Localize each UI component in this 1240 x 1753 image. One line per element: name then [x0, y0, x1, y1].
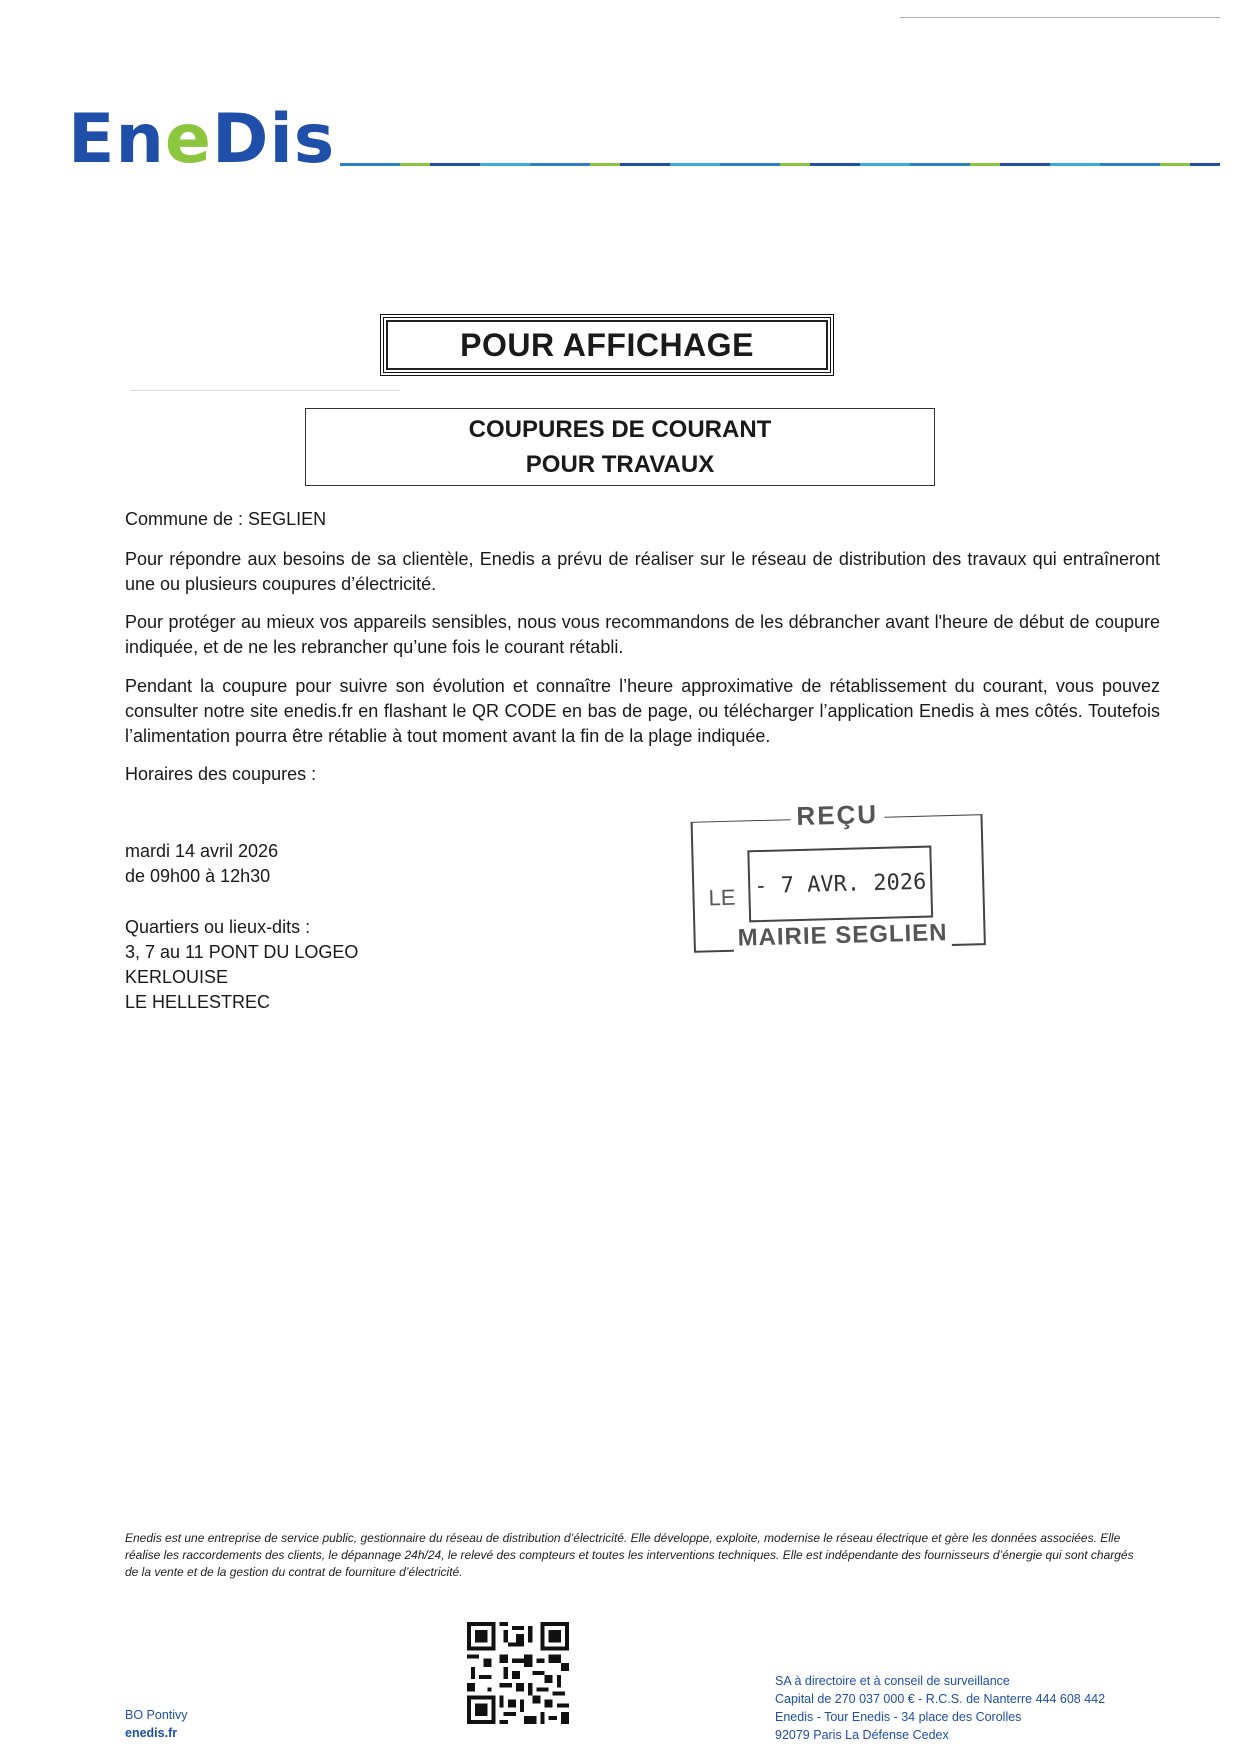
schedule-heading: Horaires des coupures : — [125, 764, 317, 784]
paragraph-2: Pour protéger au mieux vos appareils sensibles, nous vous recommandons de les débrancher avant l'heure de début de coupure indiquée, et de ne les rebrancher qu’une fois le courant rétabli. — [125, 612, 1160, 657]
logo-prefix: En — [68, 100, 165, 179]
faint-rule — [130, 390, 400, 391]
stamp-le: LE — [708, 884, 736, 911]
pour-affichage-label: POUR AFFICHAGE — [460, 326, 754, 363]
company-line: Enedis - Tour Enedis - 34 place des Corolles — [775, 1710, 1022, 1724]
website-link[interactable]: enedis.fr — [125, 1726, 178, 1740]
title-line-1: COUPURES DE COURANT — [468, 416, 772, 443]
stamp-date: - 7 AVR. 2026 — [753, 869, 927, 899]
outage-date: mardi 14 avril 2026 — [125, 841, 279, 861]
title-line-2: POUR TRAVAUX — [525, 451, 715, 478]
paragraph-1: Pour répondre aux besoins de sa clientèle, Enedis a prévu de réaliser sur le réseau de distribution des travaux qui entraîneront une ou plusieurs coupures d’électricité. — [125, 549, 1160, 594]
commune: Commune de : SEGLIEN — [125, 509, 327, 529]
places-heading: Quartiers ou lieux-dits : — [125, 917, 311, 937]
place-item: LE HELLESTREC — [125, 992, 271, 1012]
footer-left — [125, 1706, 188, 1742]
office-name: BO Pontivy — [125, 1708, 188, 1722]
company-line: 92079 Paris La Défense Cedex — [775, 1728, 949, 1742]
pour-affichage-box — [380, 314, 834, 376]
company-line: SA à directoire et à conseil de surveillance — [775, 1674, 1010, 1688]
stamp-mairie: MAIRIE SEGLIEN — [733, 919, 952, 953]
qr-code[interactable] — [467, 1622, 569, 1724]
reception-stamp — [690, 796, 984, 954]
logo-mid: e — [164, 100, 212, 179]
outage-time: de 09h00 à 12h30 — [125, 866, 271, 886]
top-rule — [900, 17, 1220, 18]
coupures-title-box — [305, 408, 935, 486]
paragraph-3: Pendant la coupure pour suivre son évolution et connaître l’heure approximative de rétablissement du courant, vous pouvez consulter notre site enedis.fr en flashant le QR CODE en bas de page, ou télécharger l’application Enedis à mes côtés. Toutefois l’alimentation pourra être rétablie à tout moment avant la fin de la plage indiquée. — [125, 676, 1160, 746]
enedis-logo — [68, 100, 336, 179]
header-line — [340, 163, 1220, 166]
place-item: KERLOUISE — [125, 967, 229, 987]
stamp-recu: REÇU — [790, 799, 884, 832]
footer-disclaimer: Enedis est une entreprise de service public, gestionnaire du réseau de distribution d’électricité. Elle développe, exploite, modernise le réseau électrique et gère les données associées. Elle réalise les raccordements des clients, le dépannage 24h/24, le relevé des compteurs et toutes les interventions techniques. Elle est indépendante des fournisseurs d’énergie qui sont chargés de la vente et de la gestion du contrat de fourniture d’électricité. — [125, 1531, 1134, 1579]
company-line: Capital de 270 037 000 € - R.C.S. de Nanterre 444 608 442 — [775, 1692, 1106, 1706]
logo-suffix: Dis — [212, 100, 336, 179]
footer-company-info — [775, 1672, 1105, 1744]
stamp-date-box — [747, 846, 933, 923]
place-item: 3, 7 au 11 PONT DU LOGEO — [125, 942, 359, 962]
